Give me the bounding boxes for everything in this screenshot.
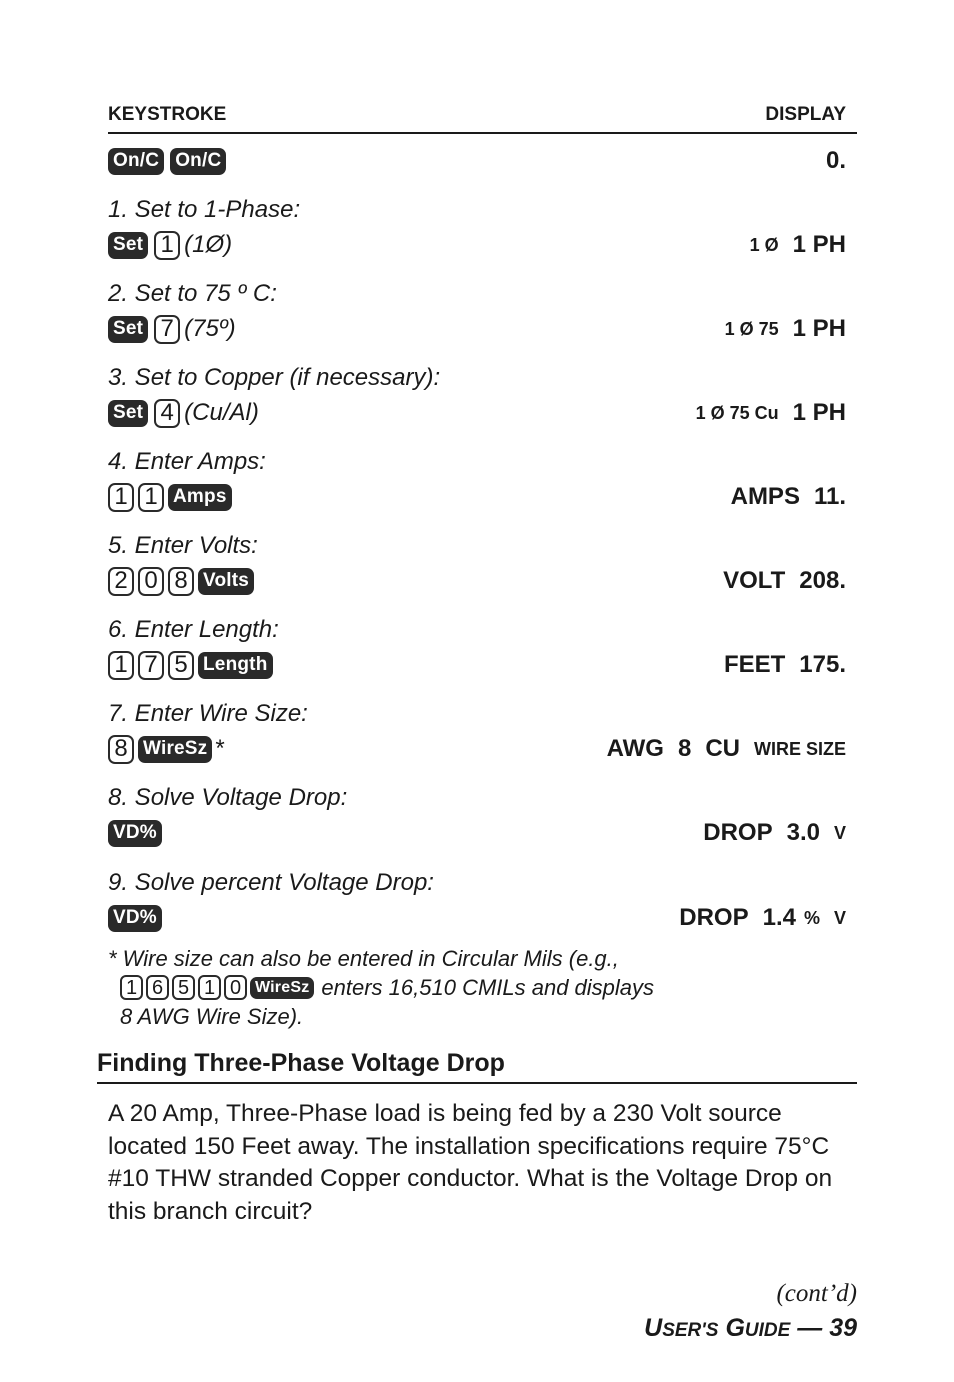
footnote-mark: * [214, 735, 224, 762]
step-3 [108, 364, 846, 448]
step-keys [108, 818, 168, 848]
display-label: DROP [703, 819, 773, 846]
clear-display [826, 146, 846, 176]
step-title: 4. Enter Amps: [108, 448, 266, 475]
display-value: 3.0 [786, 819, 820, 846]
step-display [679, 903, 846, 933]
step-9 [108, 869, 846, 953]
number-key: 1 [108, 651, 134, 680]
display-main: 1 PH [792, 399, 846, 426]
step-title: 8. Solve Voltage Drop: [108, 784, 348, 811]
footer-uide: UIDE [744, 1320, 791, 1341]
number-key: 1 [154, 231, 180, 260]
step-keys [108, 230, 232, 260]
amps-key: Amps [168, 484, 232, 511]
display-value: 11. [813, 483, 846, 510]
step-keys [108, 903, 168, 933]
vd-percent-key: VD% [108, 820, 162, 847]
step-title: 1. Set to 1-Phase: [108, 196, 301, 223]
number-key: 1 [108, 483, 134, 512]
step-title: 3. Set to Copper (if necessary): [108, 364, 441, 391]
step-display [724, 650, 846, 680]
number-key: 6 [146, 975, 169, 1000]
step-title: 5. Enter Volts: [108, 532, 258, 559]
on-c-key: On/C [170, 148, 226, 175]
display-small: V [833, 907, 846, 928]
display-percent: % [803, 907, 820, 928]
display-small: 1 Ø 75 [724, 318, 779, 339]
display-unit: CU [705, 735, 740, 762]
wiresz-key: WireSz [250, 977, 314, 999]
section-title: Finding Three-Phase Voltage Drop [97, 1049, 505, 1077]
step-keys [108, 314, 236, 344]
number-key: 2 [108, 567, 134, 596]
key-note: (75º) [184, 315, 236, 342]
display-value: 8 [677, 735, 692, 762]
footer-apos: ' [701, 1320, 706, 1341]
clear-keys [108, 146, 232, 176]
step-display [696, 398, 846, 428]
display-label: DROP [679, 904, 749, 931]
step-4 [108, 448, 846, 532]
display-label: VOLT [723, 567, 786, 594]
length-key: Length [198, 652, 273, 679]
set-key: Set [108, 316, 148, 343]
footnote-line-3: 8 AWG Wire Size). [120, 1004, 304, 1029]
set-key: Set [108, 400, 148, 427]
number-key: 8 [108, 735, 134, 764]
step-display [703, 818, 846, 848]
display-main: 1 PH [792, 231, 846, 258]
footer-page-number: — 39 [790, 1314, 857, 1342]
display-value: 208. [799, 567, 846, 594]
footer-s: S [705, 1320, 719, 1341]
step-keys [108, 566, 260, 596]
step-display [725, 314, 846, 344]
set-key: Set [108, 232, 148, 259]
key-note: (Cu/Al) [184, 399, 259, 426]
step-2 [108, 280, 846, 364]
step-display [750, 230, 846, 260]
display-label: FEET [723, 651, 786, 678]
display-small: 1 Ø 75 Cu [695, 402, 779, 423]
step-display [731, 482, 846, 512]
display-small: WIRE SIZE [753, 738, 846, 759]
display-header: DISPLAY [765, 104, 846, 125]
wiresz-key: WireSz [138, 736, 212, 763]
number-key: 8 [168, 567, 194, 596]
footer-ser: SER [662, 1320, 702, 1341]
step-keys [108, 650, 279, 680]
keystroke-header: KEYSTROKE [108, 104, 227, 125]
footnote-line-1: * Wire size can also be entered in Circular Mils (e.g., [108, 946, 619, 971]
step-6 [108, 616, 846, 700]
number-key: 5 [168, 651, 194, 680]
footer-u: U [644, 1314, 663, 1342]
step-title: 7. Enter Wire Size: [108, 700, 308, 727]
step-1 [108, 196, 846, 280]
step-keys [108, 734, 224, 764]
number-key: 7 [154, 315, 180, 344]
step-title: 2. Set to 75 º C: [108, 280, 277, 307]
number-key: 0 [138, 567, 164, 596]
step-5 [108, 532, 846, 616]
key-note: (1Ø) [184, 231, 233, 258]
vd-percent-key: VD% [108, 905, 162, 932]
step-7 [108, 700, 846, 784]
section-rule [97, 1082, 857, 1084]
step-keys [108, 398, 259, 428]
page-footer [644, 1314, 857, 1343]
number-key: 5 [172, 975, 195, 1000]
number-key: 1 [120, 975, 143, 1000]
display-value: 0. [825, 147, 846, 174]
footnote-line-2 [108, 973, 846, 1002]
number-key: 1 [198, 975, 221, 1000]
display-small: 1 Ø [749, 234, 779, 255]
number-key: 7 [138, 651, 164, 680]
on-c-key: On/C [108, 148, 164, 175]
number-key: 4 [154, 399, 180, 428]
continued-label: (cont’d) [776, 1280, 857, 1307]
display-label: AWG [606, 735, 664, 762]
display-label: AMPS [730, 483, 800, 510]
step-display [607, 734, 846, 764]
display-small: V [833, 822, 846, 843]
number-key: 0 [224, 975, 247, 1000]
number-key: 1 [138, 483, 164, 512]
display-main: 1 PH [792, 315, 846, 342]
step-title: 6. Enter Length: [108, 616, 279, 643]
volts-key: Volts [198, 568, 254, 595]
step-title: 9. Solve percent Voltage Drop: [108, 869, 434, 896]
display-value: 175. [799, 651, 846, 678]
step-keys [108, 482, 238, 512]
clear-row [108, 112, 846, 196]
section-paragraph: A 20 Amp, Three-Phase load is being fed by a 230 Volt source located 150 Feet away. The installation specifications require 75°C #10 THW stranded Copper conductor. What is the Voltage Drop on this branch circuit? [108, 1100, 833, 1225]
display-value: 1.4 [762, 904, 796, 931]
footer-g: G [725, 1314, 745, 1342]
step-8 [108, 784, 846, 868]
step-display [723, 566, 846, 596]
footnote [108, 944, 846, 1031]
footnote-line-2-text: enters 16,510 CMILs and displays [321, 975, 655, 1000]
